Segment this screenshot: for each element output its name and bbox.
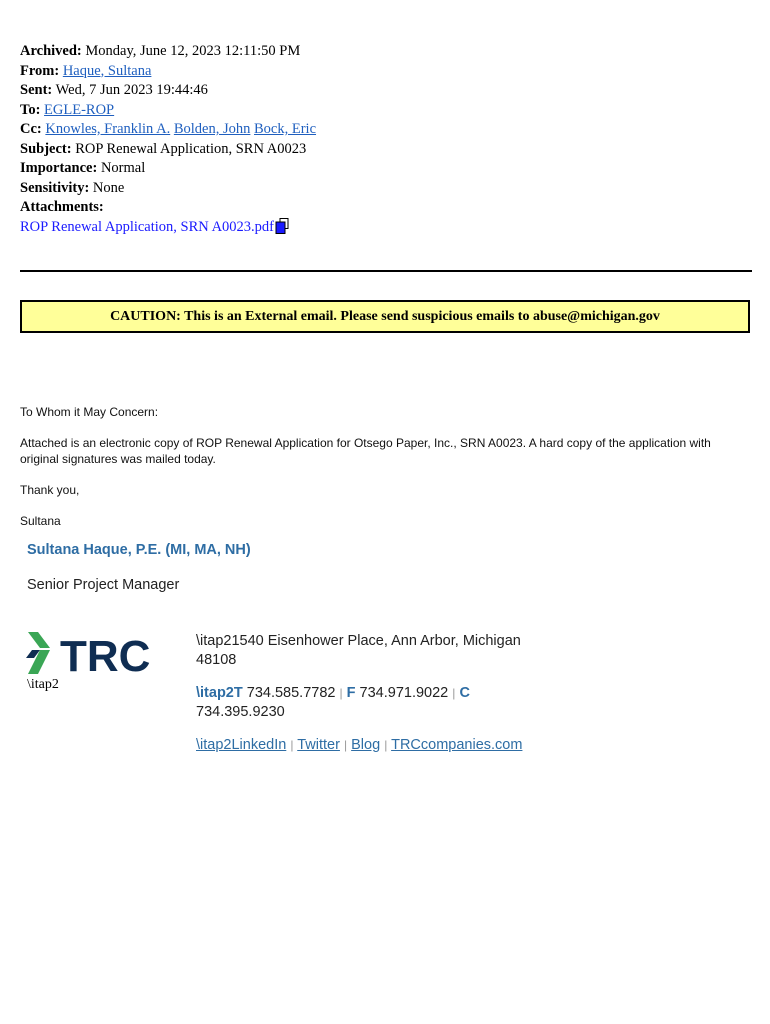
closing: Thank you, — [20, 483, 80, 497]
body-paragraph: Attached is an electronic copy of ROP Renewal Application for Otsego Paper, Inc., SRN A0023. A hard copy of the application with original signatures was mailed today. — [20, 436, 711, 466]
from-row — [20, 62, 316, 82]
separator: | — [384, 738, 388, 752]
subject-row — [20, 140, 316, 160]
sent-row — [20, 81, 316, 101]
archived-label: Archived: — [20, 43, 82, 59]
archived-row — [20, 42, 316, 62]
cell-value: 734.395.9230 — [196, 704, 285, 720]
sent-value: Wed, 7 Jun 2023 19:44:46 — [55, 82, 208, 98]
greeting: To Whom it May Concern: — [20, 405, 159, 419]
sensitivity-value: None — [92, 179, 125, 196]
email-header — [20, 42, 316, 237]
subject-label: Subject: — [20, 140, 72, 157]
email-body — [20, 404, 750, 544]
twitter-link[interactable]: Twitter — [297, 737, 340, 753]
phone-value: 734.585.7782 — [246, 685, 336, 701]
phone-label: \itap2T — [196, 685, 243, 701]
to-link[interactable]: EGLE-ROP — [44, 101, 115, 118]
subject-value: ROP Renewal Application, SRN A0023 — [75, 140, 307, 157]
signature-contact — [196, 632, 546, 755]
website-link[interactable]: TRCcompanies.com — [391, 737, 523, 753]
fax-value: 734.971.9022 — [359, 685, 449, 701]
attachments-label: Attachments: — [20, 199, 104, 215]
logo-text: TRC — [60, 632, 151, 678]
signature-title: Senior Project Manager — [27, 577, 180, 593]
cc-label: Cc: — [20, 121, 42, 137]
attachment-link[interactable]: ROP Renewal Application, SRN A0023.pdf — [20, 218, 275, 235]
sensitivity-row — [20, 179, 316, 199]
cc-link-knowles[interactable]: Knowles, Franklin A. — [45, 121, 171, 137]
phone-line — [196, 684, 546, 722]
logo-caption: \itap2 — [27, 677, 59, 692]
trc-chevron-icon — [26, 632, 50, 674]
separator: | — [343, 738, 348, 752]
caution-banner — [20, 300, 750, 333]
address: \itap21540 Eisenhower Place, Ann Arbor, Michigan 48108 — [196, 633, 521, 668]
blog-link[interactable]: Blog — [351, 737, 381, 753]
paperclip-attachment-icon[interactable] — [275, 218, 289, 234]
sender-name: Sultana — [20, 514, 61, 528]
importance-row — [20, 159, 316, 179]
caution-text: CAUTION: This is an External email. Please send suspicious emails to abuse@michigan.gov — [110, 309, 660, 324]
separator: | — [339, 686, 343, 700]
separator: | — [290, 738, 294, 752]
archived-value: Monday, June 12, 2023 12:11:50 PM — [85, 43, 301, 59]
trc-logo — [24, 628, 176, 678]
cell-label: C — [459, 685, 470, 701]
to-label: To: — [20, 101, 41, 118]
attachment-item[interactable] — [20, 218, 316, 238]
separator: | — [452, 686, 456, 700]
social-links — [196, 736, 546, 755]
attachments-row — [20, 198, 316, 218]
sent-label: Sent: — [20, 82, 53, 98]
from-label: From: — [20, 62, 60, 79]
sensitivity-label: Sensitivity: — [20, 179, 90, 196]
cc-link-bolden[interactable]: Bolden, John — [173, 121, 251, 137]
importance-label: Importance: — [20, 160, 98, 176]
cc-link-bock[interactable]: Bock, Eric — [254, 121, 317, 137]
importance-value: Normal — [100, 160, 146, 176]
fax-label: F — [346, 685, 356, 701]
cc-row — [20, 120, 316, 140]
to-row — [20, 101, 316, 121]
from-link[interactable]: Haque, Sultana — [62, 62, 152, 79]
header-divider — [20, 270, 752, 272]
linkedin-link[interactable]: \itap2LinkedIn — [196, 737, 287, 753]
signature-name: Sultana Haque, P.E. (MI, MA, NH) — [27, 542, 251, 558]
